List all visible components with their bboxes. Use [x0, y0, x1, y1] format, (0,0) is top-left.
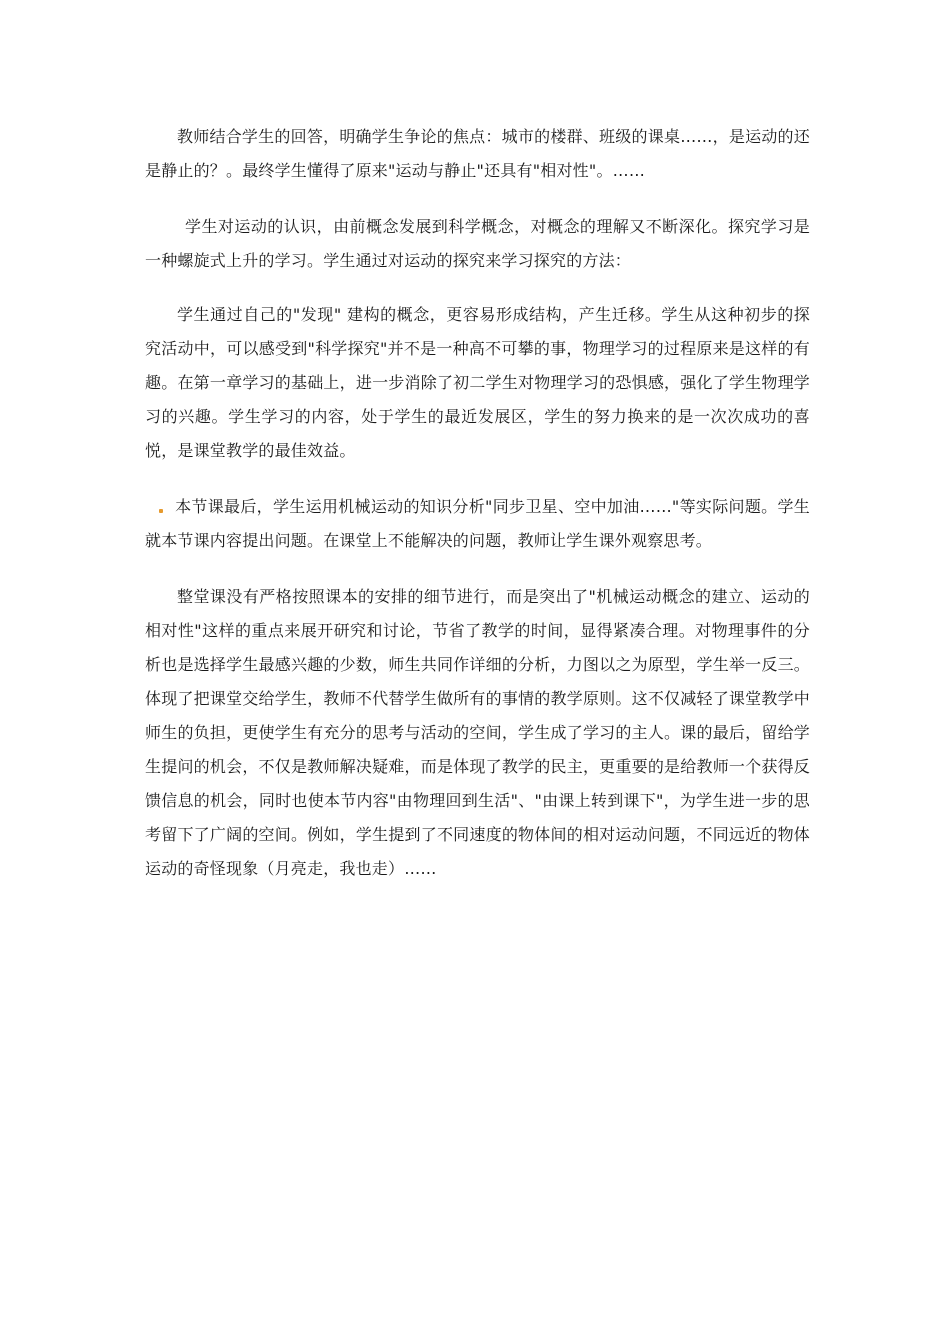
- paragraph-4-text: 本节课最后，学生运用机械运动的知识分析"同步卫星、空中加油……"等实际问题。学生就本节课内容提出问题。在课堂上不能解决的问题，教师让学生课外观察思考。: [145, 497, 810, 550]
- paragraph-5: 整堂课没有严格按照课本的安排的细节进行，而是突出了"机械运动概念的建立、运动的相对性"这样的重点来展开研究和讨论，节省了教学的时间，显得紧凑合理。对物理事件的分析也是选择学生最感兴趣的少数，师生共同作详细的分析，力图以之为原型，学生举一反三。体现了把课堂交给学生，教师不代替学生做所有的事情的教学原则。这不仅减轻了课堂教学中师生的负担，更使学生有充分的思考与活动的空间，学生成了学习的主人。课的最后，留给学生提问的机会，不仅是教师解决疑难，而是体现了教学的民主，更重要的是给教师一个获得反馈信息的机会，同时也使本节内容"由物理回到生活"、"由课上转到课下"，为学生进一步的思考留下了广阔的空间。例如，学生提到了不同速度的物体间的相对运动问题，不同远近的物体运动的奇怪现象（月亮走，我也走）……: [145, 587, 810, 878]
- bullet-mark-icon: [159, 509, 163, 513]
- paragraph-3: 学生通过自己的"发现" 建构的概念，更容易形成结构，产生迁移。学生从这种初步的探究活动中，可以感受到"科学探究"并不是一种高不可攀的事，物理学习的过程原来是这样的有趣。在第一章学习的基础上，进一步消除了初二学生对物理学习的恐惧感，强化了学生物理学习的兴趣。学生学习的内容，处于学生的最近发展区，学生的努力换来的是一次次成功的喜悦，是课堂教学的最佳效益。: [145, 305, 810, 460]
- paragraph-4: [145, 490, 810, 558]
- paragraph-1: 教师结合学生的回答，明确学生争论的焦点：城市的楼群、班级的课桌……，是运动的还是静止的？。最终学生懂得了原来"运动与静止"还具有"相对性"。……: [145, 127, 810, 180]
- paragraph-2: 学生对运动的认识，由前概念发展到科学概念，对概念的理解又不断深化。探究学习是一种螺旋式上升的学习。学生通过对运动的探究来学习探究的方法：: [145, 217, 810, 270]
- document-page: [145, 120, 810, 886]
